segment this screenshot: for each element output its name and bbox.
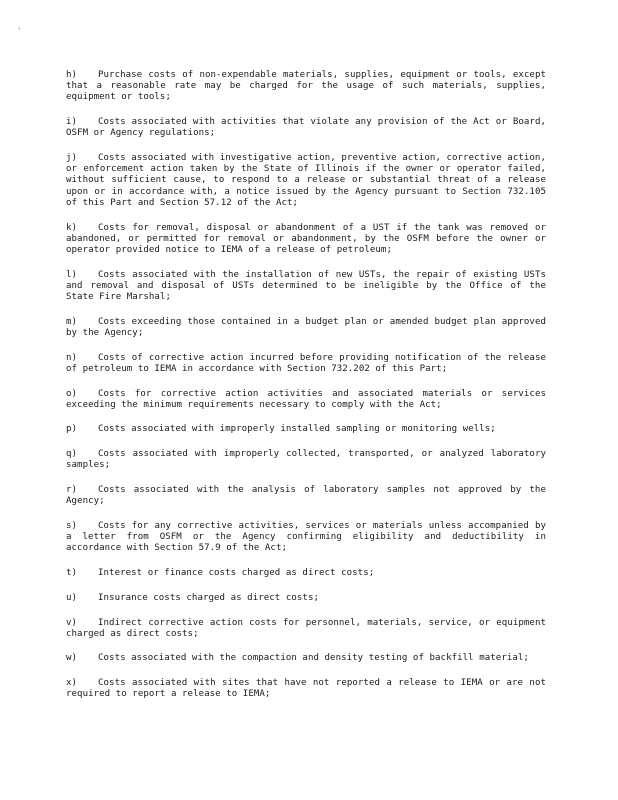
paragraph-marker: i): [66, 117, 78, 128]
paragraph-item: [66, 593, 546, 604]
paragraph-text: Costs exceeding those contained in a budget plan or amended budget plan approved by the Agency;: [66, 316, 546, 338]
paragraph-marker: l): [66, 269, 78, 280]
paragraph-item: [66, 521, 546, 555]
paragraph-item: [66, 389, 546, 411]
paragraph-item: [66, 678, 546, 700]
paragraph-item: [66, 424, 546, 435]
paragraph-marker: k): [66, 222, 78, 233]
paragraph-item: [66, 353, 546, 375]
paragraph-marker: s): [66, 520, 78, 531]
paragraph-marker: p): [66, 424, 78, 435]
paragraph-marker: v): [66, 617, 78, 628]
paragraph-item: [66, 449, 546, 471]
paragraph-text: Costs associated with the compaction and density testing of backfill material;: [98, 653, 529, 664]
paragraph-text: Costs for removal, disposal or abandonment of a UST if the tank was removed or abandoned, or permitted for removal or abandonment, by the OSFM before the owner or operator provided notice to IEMA of a release of petroleum;: [66, 222, 546, 255]
paragraph-marker: r): [66, 485, 78, 496]
paragraph-item: [66, 653, 546, 664]
paragraph-item: [66, 568, 546, 579]
paragraph-text: Costs for corrective action activities and associated materials or services exceeding the minimum requirements necessary to comply with the Act;: [66, 388, 546, 410]
paragraph-marker: n): [66, 352, 78, 363]
paragraph-text: Costs of corrective action incurred before providing notification of the release of petroleum to IEMA in accordance with Section 732.202 of this Part;: [66, 352, 546, 374]
paragraph-text: Insurance costs charged as direct costs;: [98, 592, 319, 603]
paragraph-text: Costs associated with activities that violate any provision of the Act or Board, OSFM or Agency regulations;: [66, 117, 546, 139]
paragraph-text: Indirect corrective action costs for personnel, materials, service, or equipment charged as direct costs;: [66, 617, 546, 639]
paragraph-marker: q): [66, 449, 78, 460]
paragraph-marker: m): [66, 316, 78, 327]
paragraph-text: Costs associated with improperly installed sampling or monitoring wells;: [98, 424, 496, 435]
paragraph-marker: j): [66, 153, 78, 164]
paragraph-text: Costs associated with sites that have not reported a release to IEMA or are not required to report a release to IEMA;: [66, 678, 546, 700]
paragraph-marker: t): [66, 568, 78, 579]
paragraph-item: [66, 70, 546, 104]
paragraph-item: [66, 153, 546, 209]
paragraph-item: [66, 317, 546, 339]
paragraph-marker: o): [66, 388, 78, 399]
paragraph-text: Purchase costs of non-expendable materials, supplies, equipment or tools, except that a reasonable rate may be charged for the usage of such materials, supplies, equipment or tools;: [66, 70, 546, 103]
paragraph-item: [66, 117, 546, 139]
paragraph-text: Costs associated with the analysis of laboratory samples not approved by the Agency;: [66, 485, 546, 507]
paragraph-marker: h): [66, 70, 78, 80]
document-body: [66, 70, 546, 714]
paragraph-text: Interest or finance costs charged as direct costs;: [98, 568, 375, 579]
paragraph-marker: x): [66, 678, 78, 689]
paragraph-marker: u): [66, 592, 78, 603]
paragraph-item: [66, 223, 546, 257]
paragraph-text: Costs associated with investigative action, preventive action, corrective action, or enforcement action taken by the State of Illinois if the owner or operator failed, without sufficient cause, to respond to a release or substantial threat of a release upon or in accordance with, a notice issued by the Agency pursuant to Section 732.105 of this Part and Section 57.12 of the Act;: [66, 153, 546, 208]
paragraph-item: [66, 485, 546, 507]
paragraph-item: [66, 618, 546, 640]
scan-mark: `: [17, 28, 23, 38]
paragraph-text: Costs for any corrective activities, services or materials unless accompanied by a letter from OSFM or the Agency confirming eligibility and deductibility in accordance with Section 57.9 of the Act;: [66, 520, 546, 554]
paragraph-marker: w): [66, 653, 78, 664]
paragraph-text: Costs associated with the installation of new USTs, the repair of existing USTs and removal and disposal of USTs determined to be ineligible by the Office of the State Fire Marshal;: [66, 269, 546, 303]
paragraph-item: [66, 270, 546, 304]
paragraph-text: Costs associated with improperly collected, transported, or analyzed laboratory samples;: [66, 449, 546, 471]
